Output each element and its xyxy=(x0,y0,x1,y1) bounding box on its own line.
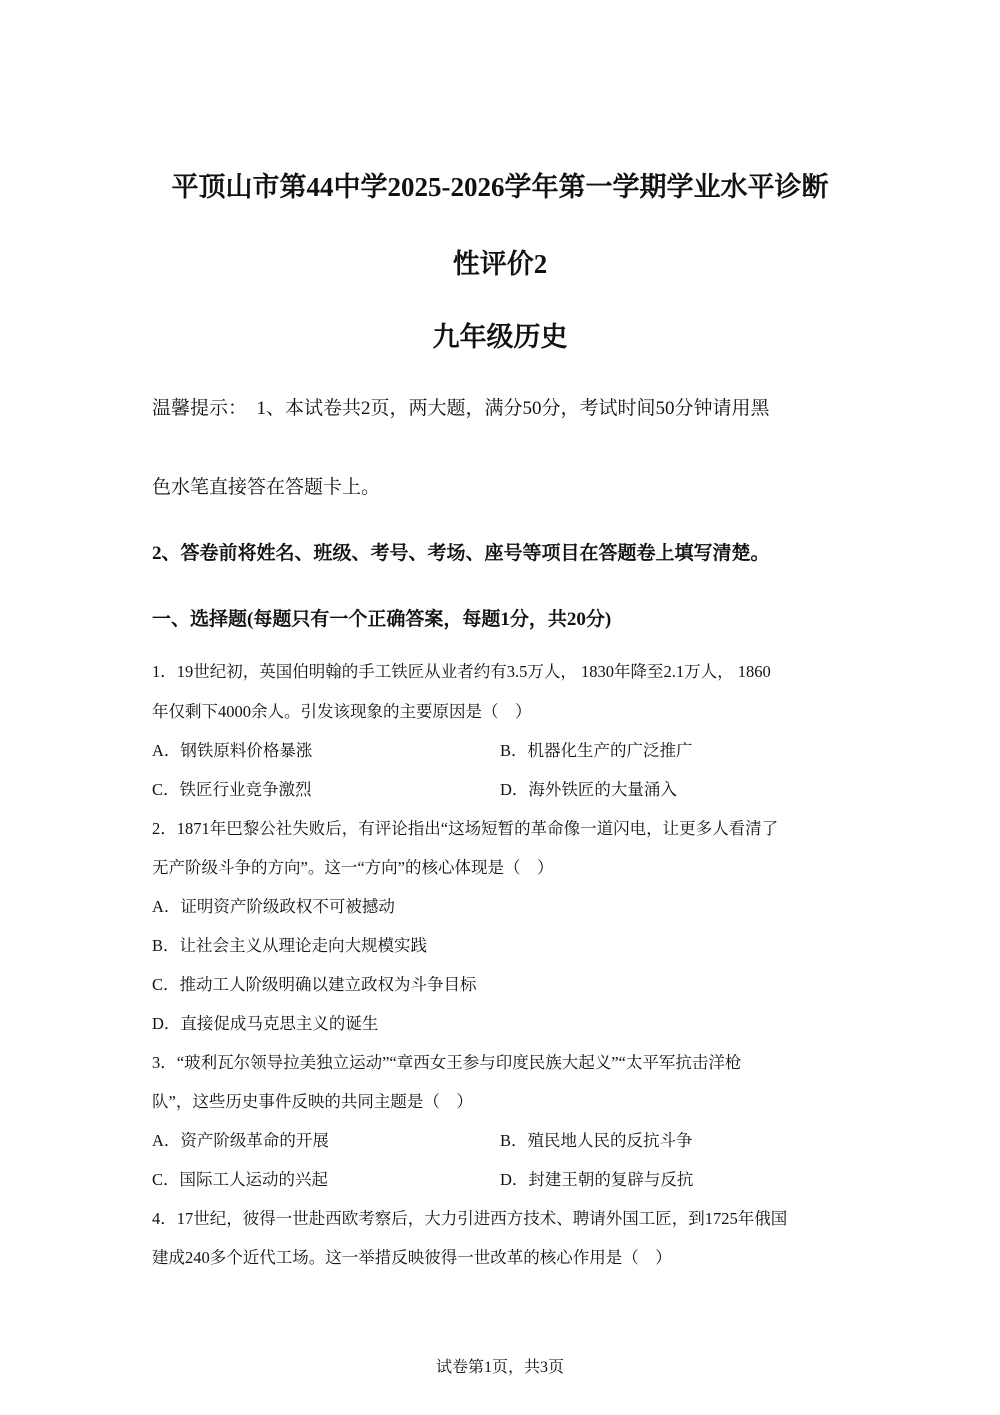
question-3-option-b: B．殖民地人民的反抗斗争 xyxy=(500,1131,693,1150)
question-1-option-c: C．铁匠行业竞争激烈 xyxy=(152,780,312,799)
notice-line-1: 温馨提示： 1、本试卷共2页，两大题，满分50分，考试时间50分钟请用黑 xyxy=(152,398,770,419)
question-1-stem-line-1: 1．19世纪初，英国伯明翰的手工铁匠从业者约有3.5万人， 1830年降至2.1万人， 1860 xyxy=(152,662,771,681)
question-1-stem-line-2: 年仅剩下4000余人。引发该现象的主要原因是（ ） xyxy=(152,702,532,721)
question-4-stem-line-1: 4．17世纪，彼得一世赴西欧考察后，大力引进西方技术、聘请外国工匠，到1725年俄国 xyxy=(152,1209,788,1228)
question-3-option-c: C．国际工人运动的兴起 xyxy=(152,1170,329,1189)
question-1-option-b: B．机器化生产的广泛推广 xyxy=(500,741,693,760)
question-2-option-a: A．证明资产阶级政权不可被撼动 xyxy=(152,897,395,916)
exam-title-line-1: 平顶山市第44中学2025-2026学年第一学期学业水平诊断 xyxy=(171,172,829,202)
question-3-stem-line-1: 3．“玻利瓦尔领导拉美独立运动”“章西女王参与印度民族大起义”“太平军抗击洋枪 xyxy=(152,1053,742,1072)
notice-line-3: 2、答卷前将姓名、班级、考号、考场、座号等项目在答题卷上填写清楚。 xyxy=(152,543,770,564)
page-footer: 试卷第1页，共3页 xyxy=(435,1359,564,1376)
question-3-option-d: D．封建王朝的复辟与反抗 xyxy=(500,1170,694,1189)
question-2-option-d: D．直接促成马克思主义的诞生 xyxy=(152,1014,379,1033)
question-3-option-a: A．资产阶级革命的开展 xyxy=(152,1131,329,1150)
notice-line-2: 色水笔直接答在答题卡上。 xyxy=(152,477,381,498)
question-2-option-b: B．让社会主义从理论走向大规模实践 xyxy=(152,936,428,955)
question-2-stem-line-1: 2．1871年巴黎公社失败后，有评论指出“这场短暂的革命像一道闪电，让更多人看清了 xyxy=(152,819,779,838)
question-1-option-d: D．海外铁匠的大量涌入 xyxy=(500,780,677,799)
exam-title-line-2: 性评价2 xyxy=(452,249,548,279)
section-heading: 一、选择题(每题只有一个正确答案，每题1分，共20分) xyxy=(152,609,612,630)
question-2-option-c: C．推动工人阶级明确以建立政权为斗争目标 xyxy=(152,975,477,994)
question-1-option-a: A．钢铁原料价格暴涨 xyxy=(152,741,313,760)
exam-subject-title: 九年级历史 xyxy=(432,322,568,352)
question-2-stem-line-2: 无产阶级斗争的方向”。这一“方向”的核心体现是（ ） xyxy=(152,858,554,877)
question-4-stem-line-2: 建成240多个近代工场。这一举措反映彼得一世改革的核心作用是（ ） xyxy=(152,1248,672,1267)
question-3-stem-line-2: 队”，这些历史事件反映的共同主题是（ ） xyxy=(152,1092,473,1111)
